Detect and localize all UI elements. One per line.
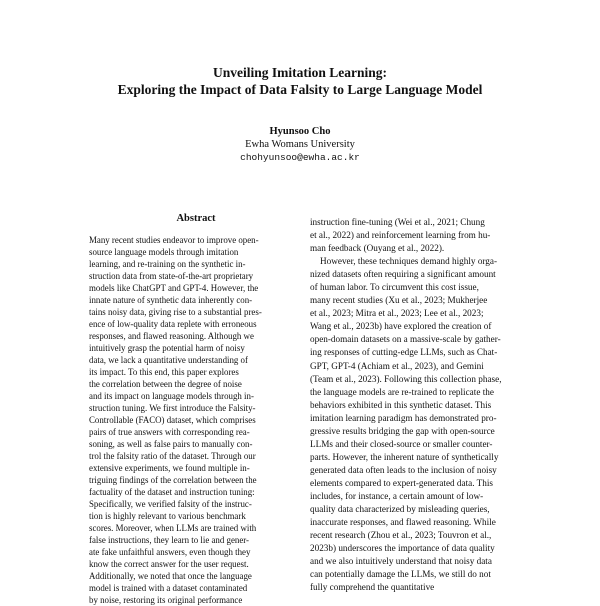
text-line: by noise, restoring its original performance	[89, 595, 243, 605]
paper-title-line-2: Exploring the Impact of Data Falsity to Large Language Model	[117, 82, 483, 97]
author-email: chohyunsoo@ewha.ac.kr	[240, 152, 360, 163]
text-line: Controllable (FACO) dataset, which comprises	[89, 415, 256, 425]
text-line: struction tuning. We first introduce the Falsity-	[89, 403, 256, 413]
abstract-body	[89, 234, 301, 606]
text-line: ate fake unfaithful answers, even though they	[89, 547, 251, 557]
text-line: imitation learning paradigm has demonstrated pro-	[310, 412, 497, 423]
text-line: LLMs and their closed-source or smaller counter-	[310, 438, 493, 449]
text-line: open-domain datasets on a massive-scale by gather-	[310, 334, 501, 345]
text-line: can potentially damage the LLMs, we still do not	[310, 569, 491, 580]
text-line: includes, for instance, a certain amount of low-	[310, 490, 484, 501]
text-line: tion is highly relevant to various benchmark	[89, 511, 246, 521]
text-line: struction data from state-of-the-art proprietary	[89, 271, 254, 281]
text-line: learning, and re-training on the synthetic in-	[89, 259, 246, 269]
text-line: Additionally, we noted that once the language	[89, 571, 252, 581]
text-line: factuality of the dataset and instruction tuning:	[89, 487, 255, 497]
text-line: instruction fine-tuning (Wei et al., 2021; Chung	[310, 217, 485, 227]
text-line: soning, as well as false pairs to manually con-	[89, 439, 253, 449]
text-line: nized datasets often requiring a significant amount	[310, 269, 496, 280]
text-line: Specifically, we verified falsity of the instruc-	[89, 499, 252, 509]
text-line: However, these techniques demand highly orga-	[320, 256, 498, 267]
text-line: ing responses of cutting-edge LLMs, such as Chat-	[310, 347, 498, 358]
text-line: the correlation between the degree of noise	[89, 379, 242, 389]
text-line: behaviors exhibited in this synthetic dataset. This	[310, 399, 492, 410]
text-line: Many recent studies endeavor to improve open-	[89, 235, 259, 245]
text-line: tains noisy data, giving rise to a substantial pres-	[89, 307, 262, 317]
text-line: et al., 2023; Mitra et al., 2023; Lee et al., 2023;	[310, 308, 484, 319]
text-line: trol the falsity ratio of the dataset. Through our	[89, 451, 256, 461]
text-line: et al., 2022) and reinforcement learning from hu-	[310, 230, 491, 241]
text-line: source language models through imitation	[89, 247, 239, 257]
text-line: innate nature of synthetic data inherently con-	[89, 295, 253, 305]
paper-title-line-1: Unveiling Imitation Learning:	[212, 65, 387, 80]
text-line: responses, and flawed reasoning. Although we	[89, 331, 254, 341]
author-name: Hyunsoo Cho	[269, 126, 331, 137]
text-line: intuitively grasp the potential harm of noisy	[89, 343, 245, 353]
author-affiliation: Ewha Womans University	[245, 139, 355, 150]
text-line: GPT, GPT-4 (Achiam et al., 2023), and Gemini	[310, 360, 484, 371]
text-line: and we also intuitively understand that noisy data	[310, 556, 492, 567]
text-line: many recent studies (Xu et al., 2023; Mukherjee	[310, 295, 488, 306]
text-line: model is trained with a dataset contaminated	[89, 583, 248, 593]
text-line: Wang et al., 2023b) have explored the creation of	[310, 321, 492, 332]
text-line: gressive results bridging the gap with open-source	[310, 425, 495, 436]
text-line: pairs of true answers with corresponding rea-	[89, 427, 250, 437]
abstract-heading: Abstract	[176, 213, 216, 224]
text-line: (Team et al., 2023). Following this collection phase,	[310, 373, 502, 384]
text-line: man feedback (Ouyang et al., 2022).	[310, 243, 445, 254]
text-line: elements compared to expert-generated data. This	[310, 477, 493, 488]
text-line: know the correct answer for the user request.	[89, 559, 249, 569]
text-line: and its impact on language models through in-	[89, 391, 254, 401]
text-line: 2023b) underscores the importance of data quality	[310, 543, 495, 554]
text-line: quality data characterized by misleading queries,	[310, 504, 490, 515]
text-line: models like ChatGPT and GPT-4. However, the	[89, 283, 259, 293]
text-line: inaccurate responses, and flawed reasoning. While	[310, 517, 496, 528]
text-line: fully comprehend the quantitative	[310, 582, 435, 593]
text-line: of human labor. To circumvent this cost issue,	[310, 282, 479, 293]
text-line: triguing findings of the correlation between the	[89, 475, 257, 485]
text-line: the language models are re-trained to replicate the	[310, 386, 494, 397]
text-line: recent research (Zhou et al., 2023; Touvron et al.,	[310, 530, 492, 541]
text-line: extensive experiments, we found multiple in-	[89, 463, 250, 473]
text-line: ence of low-quality data replete with erroneous	[89, 319, 257, 329]
text-line: scores. Moreover, when LLMs are trained with	[89, 523, 257, 533]
text-line: generated data often leads to the inclusion of noisy	[310, 464, 497, 475]
introduction-body	[310, 216, 518, 594]
text-line: its impact. To this end, this paper explores	[89, 367, 239, 377]
text-line: parts. However, the inherent nature of synthetically	[310, 451, 499, 462]
text-line: data, we lack a quantitative understanding of	[89, 355, 248, 365]
text-line: false instructions, they learn to lie and gener-	[89, 535, 250, 545]
